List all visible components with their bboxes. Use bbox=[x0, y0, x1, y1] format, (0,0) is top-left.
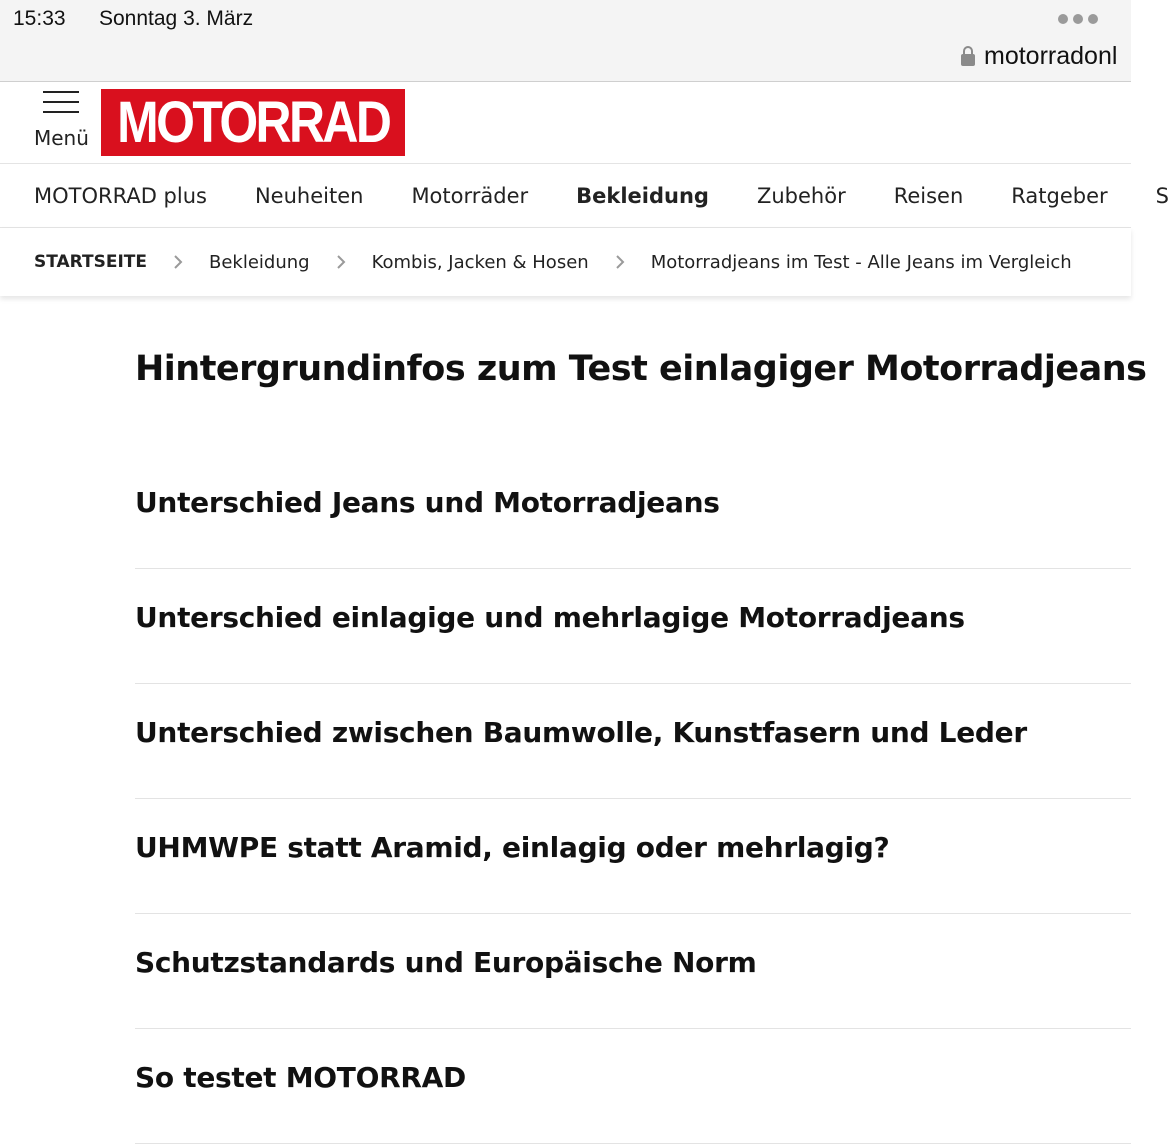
nav-item[interactable]: Ratgeber bbox=[1011, 183, 1108, 208]
nav-item[interactable]: Bekleidung bbox=[576, 183, 709, 208]
toc-item-label: UHMWPE statt Aramid, einlagig oder mehrlagig? bbox=[135, 831, 890, 864]
toc-item[interactable] bbox=[135, 569, 1131, 684]
toc-item-label: So testet MOTORRAD bbox=[135, 1061, 466, 1094]
toc-item-label: Unterschied zwischen Baumwolle, Kunstfasern und Leder bbox=[135, 716, 1027, 749]
hamburger-icon bbox=[43, 90, 79, 116]
page-title: Hintergrundinfos zum Test einlagiger Motorradjeans bbox=[135, 349, 1147, 389]
breadcrumb-item: Motorradjeans im Test - Alle Jeans im Vergleich bbox=[650, 251, 1072, 273]
chevron-right-icon bbox=[615, 254, 625, 270]
nav-item[interactable]: Neuheiten bbox=[254, 183, 364, 208]
breadcrumb-item[interactable]: Bekleidung bbox=[209, 251, 310, 273]
breadcrumb-home[interactable]: STARTSEITE bbox=[34, 252, 147, 272]
menu-label: Menü bbox=[34, 126, 89, 150]
breadcrumb-item[interactable]: Kombis, Jacken & Hosen bbox=[371, 251, 589, 273]
breadcrumb bbox=[0, 228, 1131, 296]
toc-item[interactable] bbox=[135, 799, 1131, 914]
nav-item[interactable]: Zubehör bbox=[756, 183, 846, 208]
motorrad-logo[interactable] bbox=[101, 89, 405, 156]
nav-item[interactable]: MOTORRAD plus bbox=[34, 183, 207, 208]
url-text: motorradonl bbox=[984, 41, 1118, 70]
lock-icon bbox=[960, 45, 976, 67]
browser-status-bar bbox=[0, 0, 1131, 82]
more-dots-icon[interactable] bbox=[1058, 14, 1098, 26]
address-bar[interactable] bbox=[960, 40, 1117, 72]
toc-item[interactable] bbox=[135, 684, 1131, 799]
chevron-right-icon bbox=[173, 254, 183, 270]
menu-button[interactable] bbox=[30, 90, 94, 158]
toc-item-label: Unterschied einlagige und mehrlagige Motorradjeans bbox=[135, 601, 965, 634]
status-date: Sonntag 3. März bbox=[99, 7, 254, 30]
nav-item[interactable]: Motorräder bbox=[411, 183, 529, 208]
logo-text: MOTORRAD bbox=[116, 90, 390, 155]
toc-item[interactable] bbox=[135, 1029, 1131, 1144]
toc-item[interactable] bbox=[135, 914, 1131, 1029]
nav-item[interactable]: S bbox=[1155, 183, 1169, 208]
toc-item[interactable] bbox=[135, 454, 1131, 569]
nav-item[interactable]: Reisen bbox=[893, 183, 964, 208]
toc-item-label: Schutzstandards und Europäische Norm bbox=[135, 946, 757, 979]
main-nav bbox=[0, 163, 1169, 228]
chevron-right-icon bbox=[336, 254, 346, 270]
toc-item-label: Unterschied Jeans und Motorradjeans bbox=[135, 486, 720, 519]
status-time: 15:33 bbox=[13, 7, 66, 30]
site-header bbox=[0, 82, 1131, 164]
